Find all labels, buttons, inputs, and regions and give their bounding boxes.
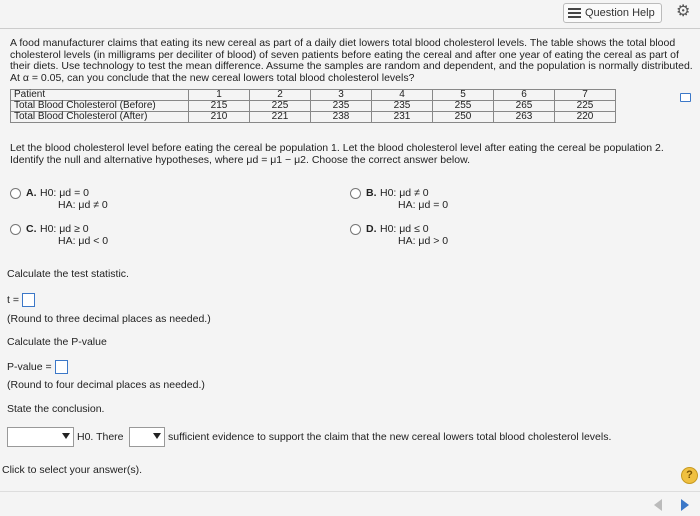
table-cell: 255 bbox=[433, 101, 494, 112]
test-stat-input[interactable] bbox=[22, 293, 35, 307]
row-label: Total Blood Cholesterol (After) bbox=[11, 112, 189, 123]
table-header-cell: 5 bbox=[433, 90, 494, 101]
radio-b[interactable] bbox=[350, 188, 361, 199]
conclusion-text-2: sufficient evidence to support the claim that the new cereal lowers total blood cholesterol levels. bbox=[168, 431, 612, 443]
option-d-letter: D. bbox=[366, 223, 377, 235]
option-a[interactable] bbox=[10, 187, 108, 211]
question-help-label: Question Help bbox=[585, 7, 655, 19]
table-cell: 220 bbox=[555, 112, 616, 123]
next-arrow-icon[interactable] bbox=[681, 499, 689, 511]
previous-arrow-icon[interactable] bbox=[654, 499, 662, 511]
pvalue-row bbox=[7, 360, 68, 374]
table-header-label: Patient bbox=[11, 90, 189, 101]
footer-instruction: Click to select your answer(s). bbox=[2, 464, 143, 476]
option-c[interactable] bbox=[10, 223, 108, 247]
table-cell: 210 bbox=[189, 112, 250, 123]
option-b-letter: B. bbox=[366, 187, 377, 199]
decision-dropdown[interactable] bbox=[7, 427, 74, 447]
table-header-cell: 6 bbox=[494, 90, 555, 101]
option-d[interactable] bbox=[350, 223, 448, 247]
table-cell: 225 bbox=[250, 101, 311, 112]
table-header-cell: 2 bbox=[250, 90, 311, 101]
problem-statement: A food manufacturer claims that eating its new cereal as part of a daily diet lowers total blood cholesterol levels. The table shows the total blood cholesterol levels (in milligrams per deciliter of blood) of seven patients before eating the cereal and after one year of eating the cereal as part of their diets. Use technology to test the mean difference. Assume the samples are random and dependent, and the population is normally distributed. At α = 0.05, can you conclude that the new cereal lowers total blood cholesterol levels? bbox=[10, 37, 693, 84]
table-header-cell: 1 bbox=[189, 90, 250, 101]
table-cell: 235 bbox=[372, 101, 433, 112]
row-label: Total Blood Cholesterol (Before) bbox=[11, 101, 189, 112]
table-cell: 215 bbox=[189, 101, 250, 112]
header-divider bbox=[0, 28, 700, 29]
evidence-dropdown[interactable] bbox=[129, 427, 165, 447]
test-stat-prompt: Calculate the test statistic. bbox=[7, 268, 129, 280]
option-b-ha: HA: μd = 0 bbox=[398, 199, 449, 211]
table-cell: 225 bbox=[555, 101, 616, 112]
instruction-line-1: Let the blood cholesterol level before eating the cereal be population 1. Let the blood cholesterol level after eating the cereal be population 2. bbox=[10, 142, 664, 154]
chevron-down-icon bbox=[62, 433, 70, 439]
option-c-ha: HA: μd < 0 bbox=[58, 235, 109, 247]
table-cell: 238 bbox=[311, 112, 372, 123]
option-a-letter: A. bbox=[26, 187, 37, 199]
help-icon[interactable]: ? bbox=[681, 467, 698, 484]
conclusion-text-1: H0. There bbox=[77, 431, 124, 443]
table-cell: 263 bbox=[494, 112, 555, 123]
table-header-cell: 3 bbox=[311, 90, 372, 101]
table-cell: 231 bbox=[372, 112, 433, 123]
conclusion-prompt: State the conclusion. bbox=[7, 403, 105, 415]
option-b[interactable] bbox=[350, 187, 448, 211]
pvalue-label: P-value = bbox=[7, 360, 52, 373]
test-stat-note: (Round to three decimal places as needed.) bbox=[7, 313, 211, 325]
pvalue-input[interactable] bbox=[55, 360, 68, 374]
test-stat-row bbox=[7, 293, 35, 307]
test-stat-label: t = bbox=[7, 293, 19, 306]
radio-a[interactable] bbox=[10, 188, 21, 199]
copy-table-icon[interactable] bbox=[680, 93, 691, 102]
option-c-h0: H0: μd ≥ 0 bbox=[40, 223, 89, 235]
menu-icon bbox=[568, 8, 581, 18]
table-header-cell: 7 bbox=[555, 90, 616, 101]
top-bar bbox=[0, 0, 700, 26]
instructions bbox=[10, 142, 695, 166]
bottom-bar bbox=[0, 491, 700, 516]
option-c-letter: C. bbox=[26, 223, 37, 235]
gear-icon[interactable]: ⚙ bbox=[676, 3, 691, 20]
table-row bbox=[11, 101, 616, 112]
pvalue-prompt: Calculate the P-value bbox=[7, 336, 107, 348]
option-b-h0: H0: μd ≠ 0 bbox=[380, 187, 429, 199]
table-cell: 250 bbox=[433, 112, 494, 123]
table-row bbox=[11, 112, 616, 123]
table-header-row bbox=[11, 90, 616, 101]
table-cell: 265 bbox=[494, 101, 555, 112]
table-cell: 235 bbox=[311, 101, 372, 112]
option-a-ha: HA: μd ≠ 0 bbox=[58, 199, 108, 211]
pvalue-note: (Round to four decimal places as needed.) bbox=[7, 379, 205, 391]
question-help-button[interactable] bbox=[563, 3, 662, 23]
option-a-h0: H0: μd = 0 bbox=[40, 187, 89, 199]
instruction-line-2: Identify the null and alternative hypotheses, where μd = μ1 − μ2. Choose the correct answer below. bbox=[10, 154, 471, 166]
table-cell: 221 bbox=[250, 112, 311, 123]
table-header-cell: 4 bbox=[372, 90, 433, 101]
chevron-down-icon bbox=[153, 433, 161, 439]
option-d-h0: H0: μd ≤ 0 bbox=[380, 223, 429, 235]
option-d-ha: HA: μd > 0 bbox=[398, 235, 449, 247]
cholesterol-table bbox=[10, 89, 616, 123]
radio-d[interactable] bbox=[350, 224, 361, 235]
radio-c[interactable] bbox=[10, 224, 21, 235]
